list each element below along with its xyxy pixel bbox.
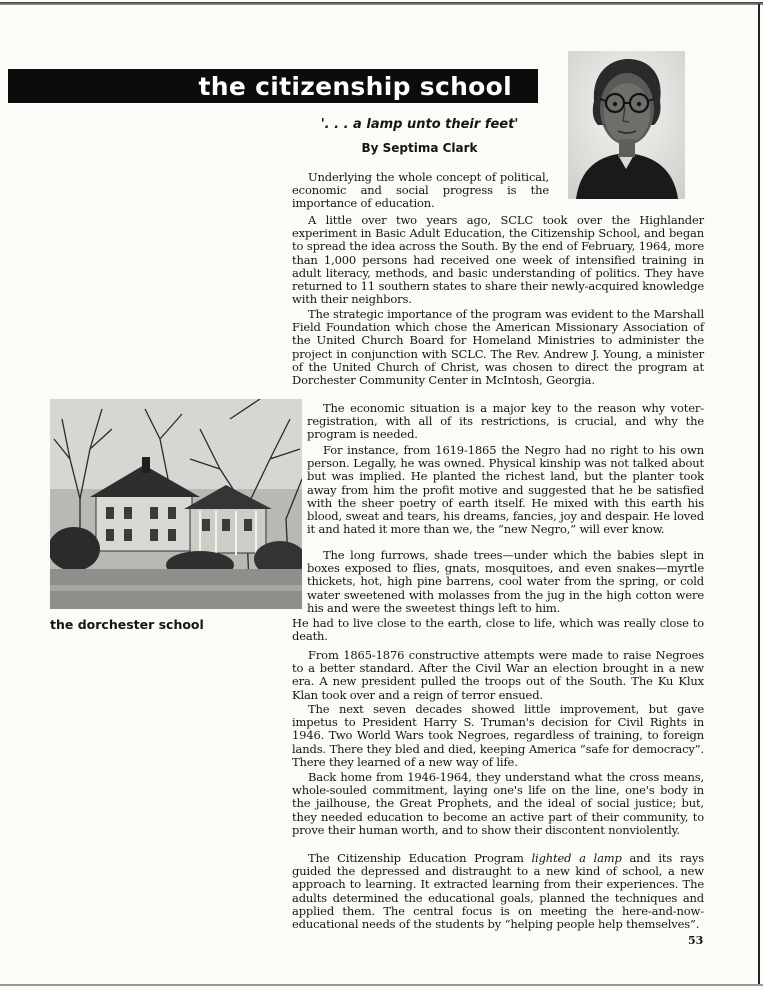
body-paragraph-last <box>292 852 704 931</box>
body-paragraph: The economic situation is a major key to the reason why voter-registration, with all of its restrictions, is crucial, and why the program is needed. <box>307 401 704 442</box>
author-portrait <box>568 51 685 199</box>
body-paragraph: The long furrows, shade trees—under which the babies slept in boxes exposed to flies, gnats, mosquitoes, and even snakes—myrtle thickets, hot, high pine barrens, cool water from the spring, or cold water sweetened with molasses from the jug in the high cotton were his and were the sweetest things left to him. <box>307 548 704 615</box>
title-banner <box>8 69 538 103</box>
body-paragraph: Underlying the whole concept of political, economic and social progress is the importance of education. <box>292 170 549 211</box>
body-paragraph: From 1865-1876 constructive attempts were made to raise Negroes to a better standard. After the Civil War an election brought in a new era. A new president pulled the troops out of the South. The Ku Klux Klan took over and a reign of terror ensued. <box>292 648 704 702</box>
body-paragraph: He had to live close to the earth, close to life, which was really close to death. <box>292 616 704 644</box>
article-subtitle: '. . . a lamp unto their feet' <box>320 117 519 132</box>
last-paragraph-start: The Citizenship Education Program <box>308 851 532 865</box>
body-paragraph: The strategic importance of the program was evident to the Marshall Field Foundation which chose the American Missionary Association of the United Church Board for Homeland Ministries to administer the project in conjunction with SCLC. The Rev. Andrew J. Young, a minister of the United Church of Christ, was chosen to direct the program at Dorchester Community Center in McIntosh, Georgia. <box>292 307 704 388</box>
body-paragraph: The next seven decades showed little improvement, but gave impetus to President Harry S. Truman's decision for Civil Rights in 1946. Two World Wars took Negroes, regardless of training, to foreign lands. There they bled and died, keeping America “safe for democracy”. There they learned of a new way of life. <box>292 702 704 769</box>
body-paragraph: A little over two years ago, SCLC took over the Highlander experiment in Basic Adult Education, the Citizenship School, and began to spread the idea across the South. By the end of February, 1964, more than 1,000 persons had received one week of intensified training in adult literacy, methods, and basic understanding of politics. They have returned to 11 southern states to share their newly-acquired knowledge with their neighbors. <box>292 213 704 307</box>
body-paragraph: Back home from 1946-1964, they understand what the cross means, whole-souled commitment, laying one's life on the line, one's body in the jailhouse, the Great Prophets, and the ideal of social justice; but, they needed education to become an active part of their community, to prove their human worth, and to show their discontent nonviolently. <box>292 770 704 837</box>
page-edge-right <box>758 4 760 986</box>
page-edge-top <box>0 2 763 5</box>
page-edge-bottom <box>0 984 763 986</box>
article-byline: By Septima Clark <box>361 141 478 155</box>
last-paragraph-end: and its rays guided the depressed and distraught to a new kind of school, a new approach to learning. It extracted learning from their experiences. The adults determined the educational goals, planned the techniques and applied them. The central focus is on meeting the here-and-now-educational needs of the students by “helping people help themselves”. <box>292 851 704 932</box>
body-paragraph: For instance, from 1619-1865 the Negro had no right to his own person. Legally, he was owned. Physical kinship was not talked about but was implied. He planted the richest land, but the planter took away from him the profit motive and suggested that he be satisfied with the sheer poetry of earth itself. He mixed with this earth his blood, sweat and tears, his dreams, fancies, joy and despair. He loved it and hated it more than we, the “new Negro,” will ever know. <box>307 443 704 537</box>
page-number: 53 <box>688 934 704 947</box>
article-title: the citizenship school <box>198 72 512 101</box>
dorchester-school-photo <box>50 399 302 609</box>
photo-caption: the dorchester school <box>50 617 204 632</box>
last-paragraph-emphasis: lighted a lamp <box>531 851 622 865</box>
